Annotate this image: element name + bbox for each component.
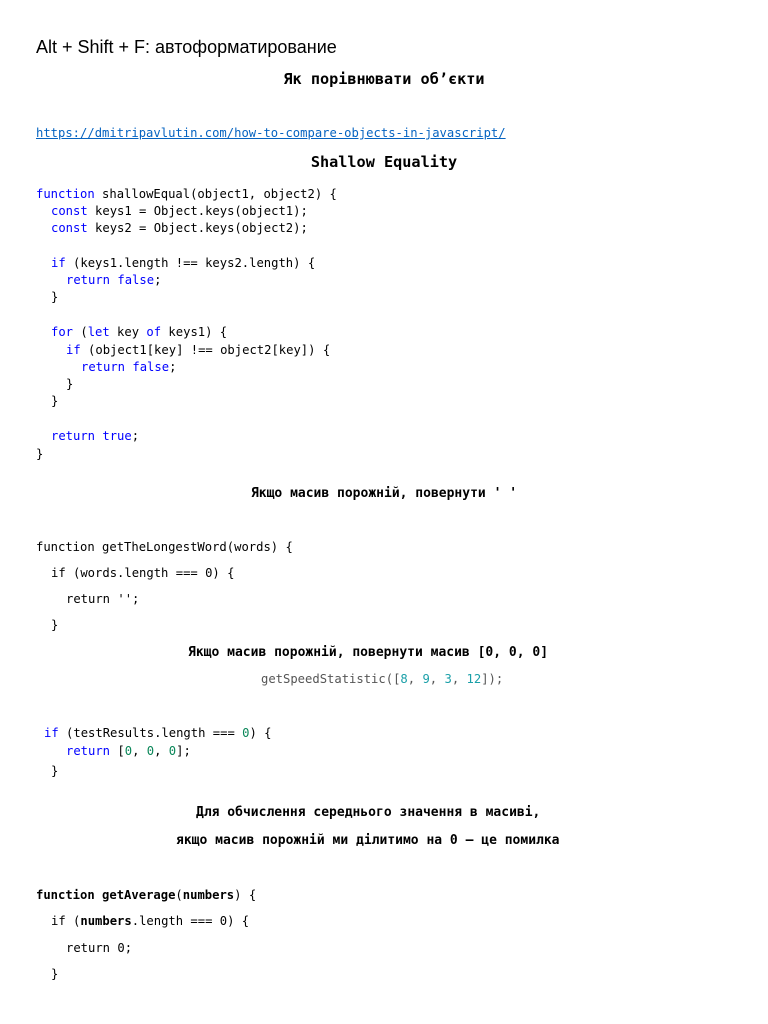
code-line <box>51 324 227 341</box>
code-line <box>51 220 308 237</box>
code-line: } <box>36 447 44 461</box>
code-line: } <box>51 290 59 304</box>
article-link[interactable]: https://dmitripavlutin.com/how-to-compare-objects-in-javascript/ <box>36 126 506 140</box>
code-text: keys1) { <box>161 325 228 339</box>
code-line: function getTheLongestWord(words) { <box>36 540 293 554</box>
heading-main: Як порівнювати об’єкти <box>283 70 485 88</box>
code-text: keys1 = Object.keys(object1); <box>87 204 308 218</box>
speed-statistic-call <box>261 672 503 686</box>
code-line: } <box>51 967 59 981</box>
code-text: ; <box>169 360 177 374</box>
code-text: , <box>451 672 467 686</box>
code-line <box>51 914 249 928</box>
keyword: let <box>87 325 110 339</box>
keyword: true <box>102 429 132 443</box>
heading-average-line-1: Для обчислення середнього значення в масиві, <box>196 805 541 820</box>
code-line <box>44 726 271 740</box>
keyword: const <box>51 204 88 218</box>
code-line: } <box>51 764 59 778</box>
heading-empty-array: Якщо масив порожній, повернути масив [0, 0, 0] <box>188 645 549 660</box>
number: 8 <box>400 672 408 686</box>
keyword: return <box>81 360 126 374</box>
code-text: ]; <box>176 744 191 758</box>
code-text: ; <box>154 273 162 287</box>
heading-shallow-equality: Shallow Equality <box>310 153 458 171</box>
keyword: const <box>51 221 88 235</box>
code-line <box>51 255 315 272</box>
code-line <box>36 888 256 902</box>
code-text: ( <box>73 325 88 339</box>
code-text: , <box>132 744 147 758</box>
keyword: false <box>132 360 170 374</box>
code-text: key <box>109 325 147 339</box>
code-line <box>36 186 337 203</box>
code-text: ) { <box>234 888 257 902</box>
keyword: function <box>36 888 95 902</box>
code-line <box>66 342 330 359</box>
keyword: function <box>36 187 95 201</box>
keyword: false <box>117 273 155 287</box>
code-line <box>66 272 161 289</box>
code-text: ]); <box>481 672 504 686</box>
code-text: , <box>154 744 169 758</box>
code-line: } <box>51 394 59 408</box>
code-line: return ''; <box>66 592 140 606</box>
number: 12 <box>466 672 482 686</box>
keyword: for <box>51 325 74 339</box>
code-text: ) { <box>249 726 272 740</box>
number: 9 <box>422 672 430 686</box>
code-text: (keys1.length !== keys2.length) { <box>65 256 316 270</box>
keyword: if <box>44 726 59 740</box>
code-line: if (words.length === 0) { <box>51 566 235 580</box>
code-line: } <box>66 377 74 391</box>
number: 0 <box>124 744 133 758</box>
code-text: [ <box>110 744 125 758</box>
code-text: keys2 = Object.keys(object2); <box>87 221 308 235</box>
code-text: (testResults.length === <box>58 726 243 740</box>
keyword: return <box>66 744 111 758</box>
variable: numbers <box>80 914 132 928</box>
code-text: (object1[key] !== object2[key]) { <box>80 343 331 357</box>
keyword: return <box>66 273 111 287</box>
code-text: if ( <box>51 914 81 928</box>
number: 0 <box>242 726 250 740</box>
number: 3 <box>444 672 452 686</box>
heading-average-line-2: якщо масив порожній ми ділитимо на 0 – це помилка <box>176 833 560 848</box>
function-name: getAverage <box>94 888 176 902</box>
keyword: return <box>51 429 96 443</box>
code-line <box>81 359 176 376</box>
number: 0 <box>168 744 177 758</box>
parameter: numbers <box>182 888 235 902</box>
heading-empty-string: Якщо масив порожній, повернути ' ' <box>250 486 518 501</box>
code-line <box>66 744 191 758</box>
code-text: ; <box>131 429 140 443</box>
code-line: } <box>51 618 59 632</box>
code-text: ( <box>175 888 183 902</box>
keyword: if <box>66 343 81 357</box>
number: 0 <box>146 744 155 758</box>
code-text: shallowEqual(object1, object2) { <box>94 187 337 201</box>
code-line <box>51 428 139 445</box>
code-text: getSpeedStatistic([ <box>261 672 401 686</box>
code-text: , <box>429 672 445 686</box>
code-text: .length === 0) { <box>131 914 250 928</box>
code-text: , <box>407 672 423 686</box>
code-line: return 0; <box>66 941 133 955</box>
keyword: if <box>51 256 66 270</box>
keyword: of <box>146 325 162 339</box>
code-line <box>51 203 308 220</box>
top-note: Alt + Shift + F: автоформатирование <box>36 37 337 57</box>
